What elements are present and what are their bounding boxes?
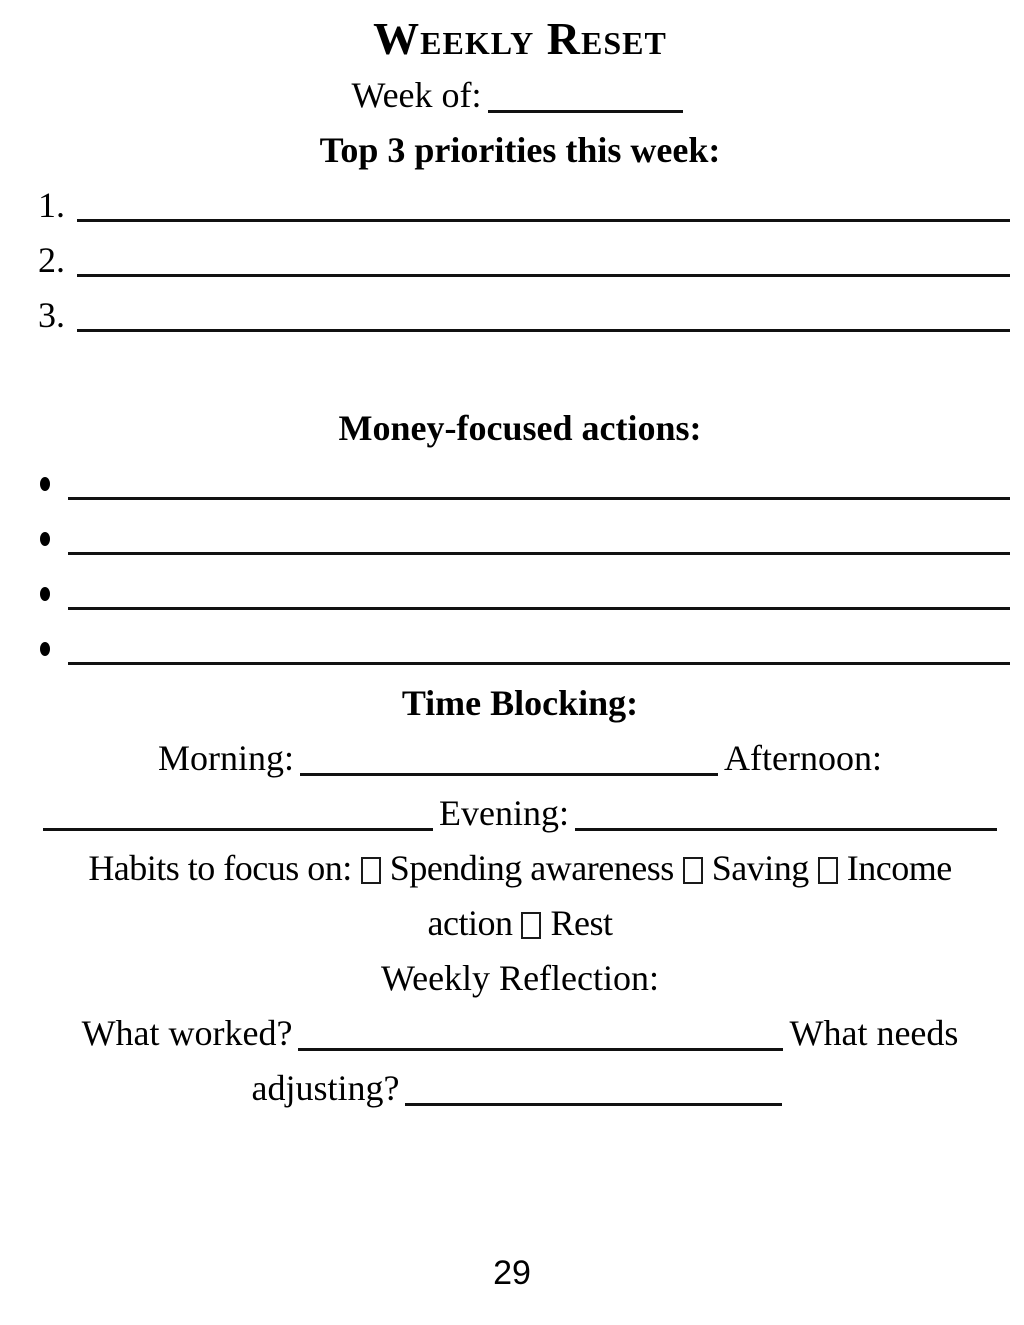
- adjusting-blank: [405, 1095, 782, 1106]
- habit-option-spending: Spending awareness: [389, 848, 674, 888]
- bullet-icon: [40, 642, 50, 656]
- evening-label: Evening:: [439, 793, 569, 833]
- money-action-row: [30, 511, 1010, 566]
- checkbox-icon: [683, 857, 703, 884]
- habit-option-income: Income: [846, 848, 952, 888]
- habit-option-income-cont: action: [427, 903, 513, 943]
- time-blocking-line-2: [30, 786, 1010, 841]
- checkbox-icon: [818, 857, 838, 884]
- bullet-icon: [40, 587, 50, 601]
- week-of-line: [30, 68, 1010, 123]
- money-action-blank: [68, 552, 1010, 555]
- checkbox-icon: [521, 912, 541, 939]
- money-actions-heading: Money-focused actions:: [338, 408, 702, 448]
- habits-line-2: [30, 896, 1010, 951]
- afternoon-blank: [43, 820, 433, 831]
- priority-row: [30, 288, 1010, 343]
- priority-row: [30, 178, 1010, 233]
- adjusting-label: adjusting?: [251, 1068, 400, 1108]
- habit-option-rest: Rest: [550, 903, 613, 943]
- money-action-row: [30, 456, 1010, 511]
- priority-blank: [77, 274, 1010, 277]
- habits-label: Habits to focus on:: [88, 848, 352, 888]
- money-action-blank: [68, 497, 1010, 500]
- priority-blank: [77, 219, 1010, 222]
- priority-number: 2.: [38, 240, 65, 280]
- morning-label: Morning:: [158, 738, 295, 778]
- morning-blank: [300, 765, 718, 776]
- habits-line-1: [30, 841, 1010, 896]
- what-needs-label: What needs: [789, 1013, 959, 1053]
- reflection-line-1: [30, 1006, 1010, 1061]
- section-gap: [30, 343, 1010, 401]
- time-blocking-heading: Time Blocking:: [401, 683, 639, 723]
- page-number: 29: [493, 1254, 531, 1292]
- what-worked-blank: [298, 1040, 783, 1051]
- priority-number: 1.: [38, 185, 65, 225]
- week-of-label: Week of:: [351, 75, 482, 115]
- checkbox-icon: [361, 857, 381, 884]
- priority-blank: [77, 329, 1010, 332]
- reflection-line-2: [30, 1061, 1010, 1116]
- afternoon-label: Afternoon:: [724, 738, 882, 778]
- reflection-heading: Weekly Reflection:: [381, 958, 659, 998]
- what-worked-label: What worked?: [81, 1013, 293, 1053]
- bullet-icon: [40, 532, 50, 546]
- time-blocking-line-1: [30, 731, 1010, 786]
- week-of-blank: [488, 102, 683, 113]
- priority-number: 3.: [38, 295, 65, 335]
- money-action-row: [30, 566, 1010, 621]
- money-action-blank: [68, 607, 1010, 610]
- evening-blank: [575, 820, 997, 831]
- habit-option-saving: Saving: [711, 848, 809, 888]
- bullet-icon: [40, 477, 50, 491]
- priority-row: [30, 233, 1010, 288]
- page-title: Weekly Reset: [373, 13, 667, 64]
- money-action-row: [30, 621, 1010, 676]
- money-action-blank: [68, 662, 1010, 665]
- priorities-heading: Top 3 priorities this week:: [319, 130, 721, 170]
